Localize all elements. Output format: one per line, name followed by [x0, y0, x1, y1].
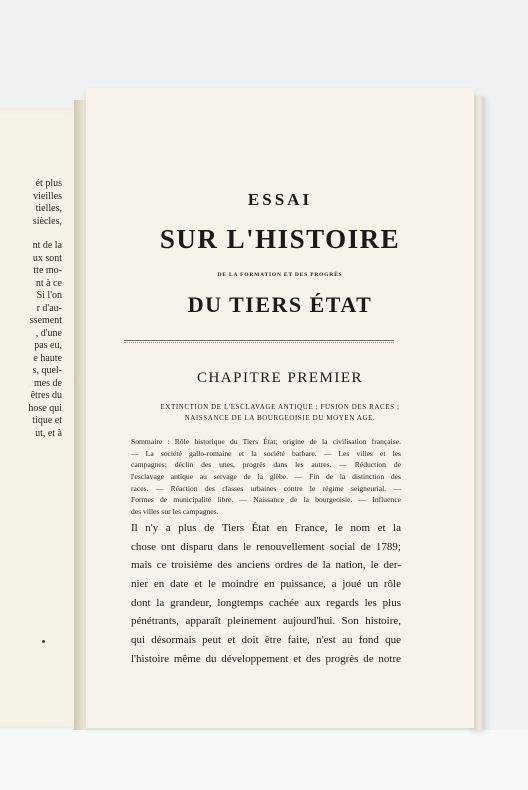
- summary-line: races. — Réaction des classes urbaines contre le régime seigneurial. —: [131, 483, 401, 493]
- left-line: ux sont: [32, 252, 62, 264]
- left-line: ut, et à: [35, 427, 62, 439]
- left-line-gap: [0, 228, 62, 240]
- body-line: l'histoire même du développement et des progrès de notre: [131, 652, 401, 665]
- title-essai: ESSAI: [247, 190, 313, 209]
- left-line: s, quel-: [32, 365, 62, 376]
- left-line: vieilles: [33, 190, 62, 202]
- left-line: pas eu,: [34, 340, 62, 351]
- title-small-line: DE LA FORMATION ET DES PROGRÈS: [217, 272, 343, 278]
- body-line: Il n'y a plus de Tiers État en France, le nom et la: [131, 522, 401, 534]
- body-line: nier en date et le moindre en puissance, a joué un rôle: [131, 578, 401, 591]
- body-line: dont la grandeur, longtemps cachée aux regards les plus: [131, 596, 401, 609]
- chapter-summary: [131, 436, 401, 518]
- summary-line: Formes de municipalité libre. — Naissance de la bourgeoisie. — Influence: [131, 495, 401, 505]
- title-main: SUR L'HISTOIRE: [159, 224, 401, 254]
- left-line: siècles,: [32, 215, 62, 227]
- title-divider: [124, 340, 394, 341]
- left-line: ssement: [29, 315, 62, 326]
- left-line: ét plus: [35, 178, 62, 189]
- body-line: chose ont disparu dans le renouvellement social de 1789;: [131, 540, 401, 553]
- left-line: mes de: [33, 377, 62, 389]
- summary-line: — La société gallo-romaine et la société barbare. — Les villes et les: [131, 448, 401, 458]
- summary-line: Sommaire : Rôle historique du Tiers État; origine de la civilisation française.: [131, 437, 401, 446]
- left-line: tique et: [32, 415, 62, 426]
- chapter-heading: CHAPITRE PREMIER: [196, 370, 364, 386]
- body-line: mais ce troisième des anciens ordres de la nation, le der-: [131, 559, 401, 572]
- left-line: e haute: [33, 352, 62, 364]
- summary-line: campagnes; déclin des unes, progrès dans les autres. — Réduction de: [131, 460, 401, 470]
- body-line: pénétrants, apparaît pleinement aujourd'hui. Son histoire,: [131, 615, 401, 628]
- title-divider-dotted: [124, 342, 394, 343]
- left-line: , d'une: [35, 327, 62, 339]
- left-line: r d'au-: [36, 302, 62, 314]
- page-mark-dot: [42, 640, 45, 643]
- body-paragraph: [131, 519, 401, 669]
- left-line: êtres du: [30, 390, 62, 401]
- left-line: Si l'on: [36, 290, 62, 301]
- left-line: tte mo-: [33, 265, 62, 276]
- chapter-subtitle-line-1: EXTINCTION DE L'ESCLAVAGE ANTIQUE ; FUSION DES RACES ;: [160, 403, 400, 411]
- title-tiers-etat: DU TIERS ÉTAT: [187, 292, 373, 317]
- left-line: hose qui: [28, 402, 62, 414]
- left-line: nt à ce: [35, 277, 62, 289]
- body-line: qui désormais peut et doit être faite, n'est au fond que: [131, 634, 401, 647]
- table-surface: [0, 730, 528, 790]
- summary-line: des villes sur les campagnes.: [131, 507, 219, 517]
- left-page-text: [0, 178, 62, 440]
- summary-line: l'esclavage antique au servage de la glèbe. — Fin de la distinction des: [131, 472, 401, 482]
- left-line: nt de la: [32, 240, 62, 251]
- chapter-subtitle-line-2: NAISSANCE DE LA BOURGEOISIE DU MOYEN AGE.: [184, 414, 376, 422]
- left-line: tielles,: [35, 203, 62, 214]
